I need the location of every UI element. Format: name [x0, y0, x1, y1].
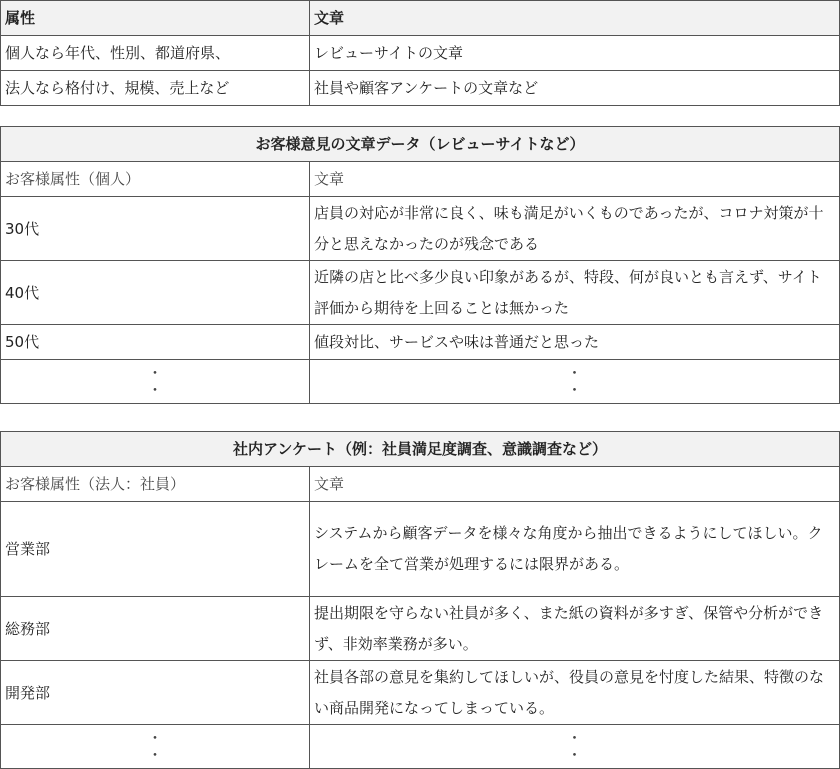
- attr-cell: 30代: [1, 197, 310, 261]
- ellipsis-row: [1, 360, 840, 404]
- attr-cell: 開発部: [1, 661, 310, 725]
- text-cell: 値段対比、サービスや味は普通だと思った: [310, 325, 840, 360]
- header-row: [1, 1, 840, 36]
- table-title: お客様意見の文章データ（レビューサイトなど）: [1, 127, 840, 162]
- ellipsis-dot: ・: [147, 745, 163, 764]
- ellipsis-cell: [310, 360, 840, 404]
- ellipsis-dot: ・: [567, 380, 583, 399]
- text-cell: 提出期限を守らない社員が多く、また紙の資料が多すぎ、保管や分析ができず、非効率業務が多い。: [310, 597, 840, 661]
- text-cell: 社員各部の意見を集約してほしいが、役員の意見を忖度した結果、特徴のない商品開発になってしまっている。: [310, 661, 840, 725]
- ellipsis-dot: ・: [147, 363, 163, 382]
- table-row: [1, 597, 840, 661]
- header-row: [1, 467, 840, 502]
- ellipsis-dot: ・: [147, 728, 163, 747]
- header-text: 文章: [310, 467, 840, 502]
- title-row: [1, 432, 840, 467]
- ellipsis-dot: ・: [567, 745, 583, 764]
- attr-cell: 営業部: [1, 502, 310, 597]
- attr-cell: 法人なら格付け、規模、売上など: [1, 71, 310, 106]
- table-row: [1, 71, 840, 106]
- ellipsis-dot: ・: [567, 363, 583, 382]
- text-cell: システムから顧客データを様々な角度から抽出できるようにしてほしい。クレームを全て営業が処理するには限界がある。: [310, 502, 840, 597]
- header-attribute: お客様属性（法人：社員）: [1, 467, 310, 502]
- attr-cell: 個人なら年代、性別、都道府県、: [1, 36, 310, 71]
- header-attribute: 属性: [1, 1, 310, 36]
- header-attribute: お客様属性（個人）: [1, 162, 310, 197]
- attr-cell: 総務部: [1, 597, 310, 661]
- ellipsis-cell: [1, 725, 310, 769]
- text-cell: 近隣の店と比べ多少良い印象があるが、特段、何が良いとも言えず、サイト評価から期待を上回ることは無かった: [310, 261, 840, 325]
- table-row: [1, 325, 840, 360]
- attribute-overview-table: [0, 0, 840, 106]
- employee-survey-table: [0, 431, 840, 769]
- table-row: [1, 197, 840, 261]
- customer-review-table: [0, 126, 840, 404]
- header-text: 文章: [310, 162, 840, 197]
- ellipsis-cell: [310, 725, 840, 769]
- ellipsis-cell: [1, 360, 310, 404]
- title-row: [1, 127, 840, 162]
- attr-cell: 40代: [1, 261, 310, 325]
- header-row: [1, 162, 840, 197]
- header-text: 文章: [310, 1, 840, 36]
- attr-cell: 50代: [1, 325, 310, 360]
- ellipsis-row: [1, 725, 840, 769]
- table-row: [1, 502, 840, 597]
- text-cell: 社員や顧客アンケートの文章など: [310, 71, 840, 106]
- text-cell: 店員の対応が非常に良く、味も満足がいくものであったが、コロナ対策が十分と思えなかったのが残念である: [310, 197, 840, 261]
- table-title: 社内アンケート（例：社員満足度調査、意識調査など）: [1, 432, 840, 467]
- text-cell: レビューサイトの文章: [310, 36, 840, 71]
- table-row: [1, 661, 840, 725]
- table-row: [1, 36, 840, 71]
- ellipsis-dot: ・: [147, 380, 163, 399]
- table-row: [1, 261, 840, 325]
- ellipsis-dot: ・: [567, 728, 583, 747]
